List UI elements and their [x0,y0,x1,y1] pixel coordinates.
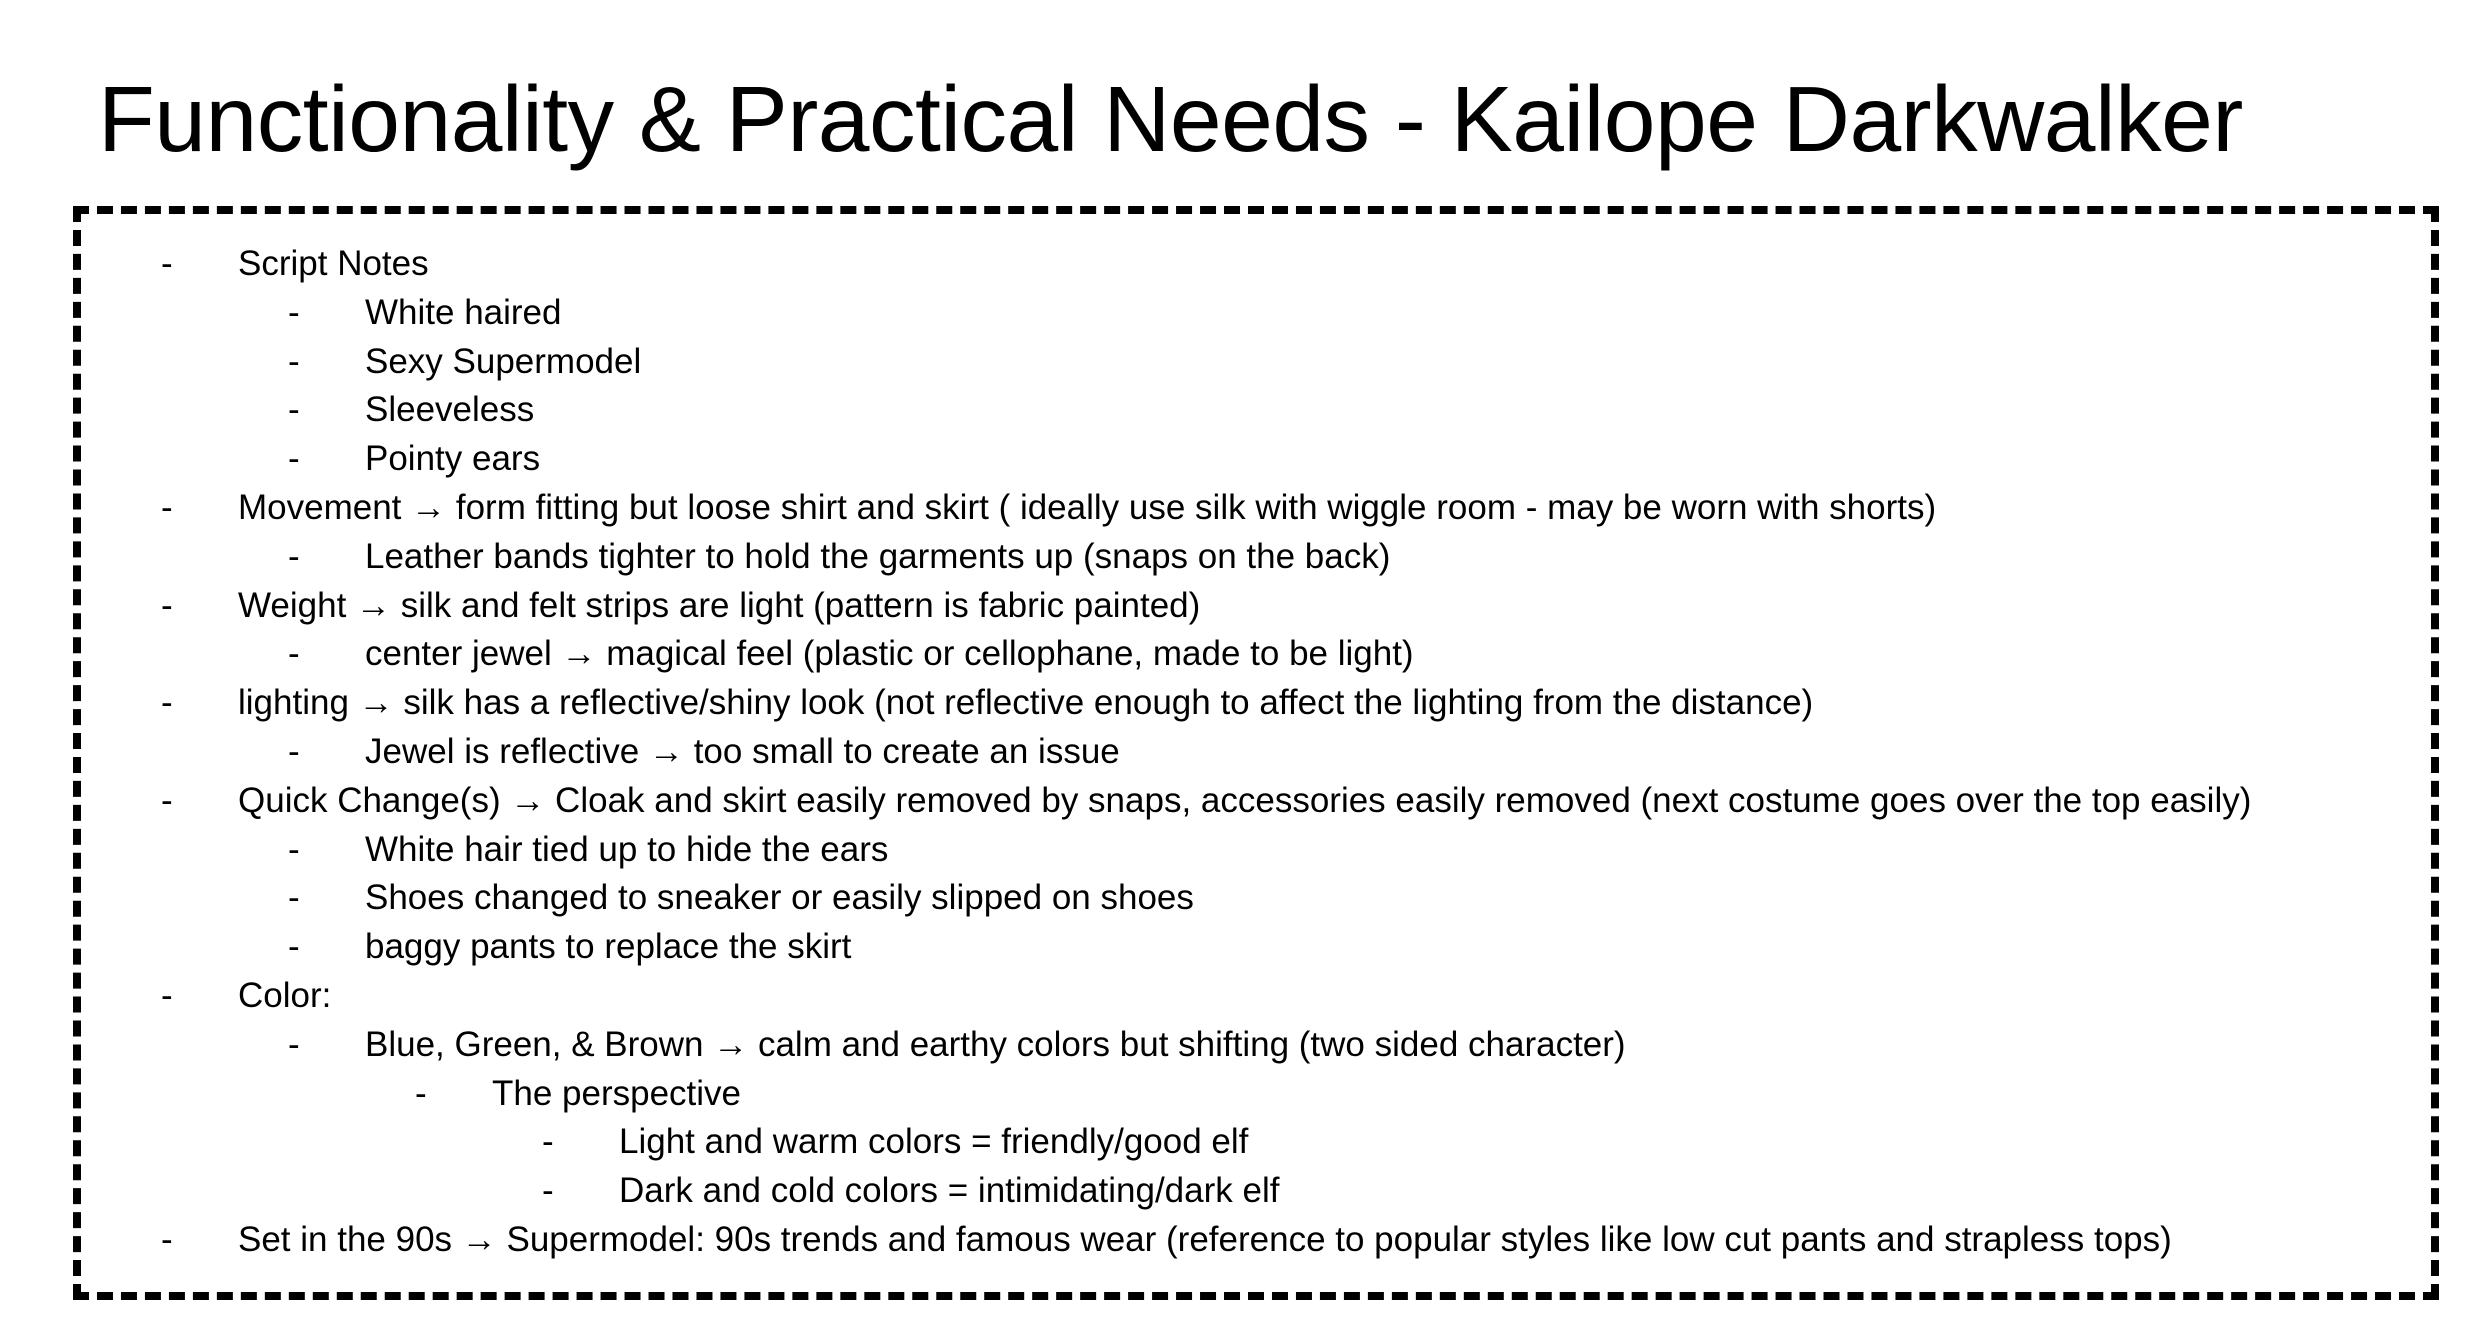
list-item-text: baggy pants to replace the skirt [365,927,852,967]
bullet-dash: - [161,585,173,625]
list-item-text: Leather bands tighter to hold the garments up (snaps on the back) [365,536,1391,576]
list-item-text: center jewel → magical feel (plastic or cellophane, made to be light) [365,634,1414,674]
list-item-text: Sexy Supermodel [365,341,642,381]
bullet-dash: - [161,487,173,527]
bullet-dash: - [542,1122,554,1162]
bullet-dash: - [161,780,173,820]
list-item-text: Movement → form fitting but loose shirt and skirt ( ideally use silk with wiggle room - may be worn with shorts) [238,487,1937,527]
list-item-text: Light and warm colors = friendly/good elf [619,1122,1249,1162]
bullet-dash: - [288,292,300,332]
bullet-dash: - [288,390,300,430]
list-item-text: White haired [365,292,562,332]
list-item-text: Dark and cold colors = intimidating/dark elf [619,1171,1280,1211]
bullet-dash: - [288,536,300,576]
list-item-text: White hair tied up to hide the ears [365,829,889,869]
list-item-text: The perspective [492,1073,742,1113]
bullet-dash: - [415,1073,427,1113]
bullet-dash: - [288,829,300,869]
bullet-dash: - [288,439,300,479]
list-item-text: Pointy ears [365,439,541,479]
notes-frame [73,206,2439,1300]
bullet-dash: - [161,1219,173,1259]
bullet-dash: - [288,634,300,674]
list-item-text: Script Notes [238,244,429,283]
bullet-dash: - [288,927,300,967]
list-item-text: Set in the 90s → Supermodel: 90s trends and famous wear (reference to popular styles like low cut pants and strapless tops) [238,1219,2172,1259]
bullet-dash: - [161,975,173,1015]
slide-title: Functionality & Practical Needs - Kailope Darkwalker [98,67,2243,171]
list-item-text: Sleeveless [365,390,535,430]
bullet-dash: - [288,731,300,771]
bullet-dash: - [161,244,173,283]
list-item-text: Jewel is reflective → too small to create an issue [365,731,1120,771]
bullet-dash: - [161,683,173,723]
list-item-text: Weight → silk and felt strips are light (pattern is fabric painted) [238,585,1201,625]
list-item-text: Shoes changed to sneaker or easily slipped on shoes [365,878,1194,918]
list-item-text: Blue, Green, & Brown → calm and earthy colors but shifting (two sided character) [365,1024,1626,1064]
bullet-dash: - [288,341,300,381]
bullet-dash: - [542,1171,554,1211]
list-item-text: Quick Change(s) → Cloak and skirt easily removed by snaps, accessories easily removed (next costume goes over the top easily) [238,780,2252,820]
bullet-dash: - [288,1024,300,1064]
list-item-text: Color: [238,975,332,1015]
list-item-text: lighting → silk has a reflective/shiny look (not reflective enough to affect the lighting from the distance) [238,683,1814,723]
bullet-dash: - [288,878,300,918]
